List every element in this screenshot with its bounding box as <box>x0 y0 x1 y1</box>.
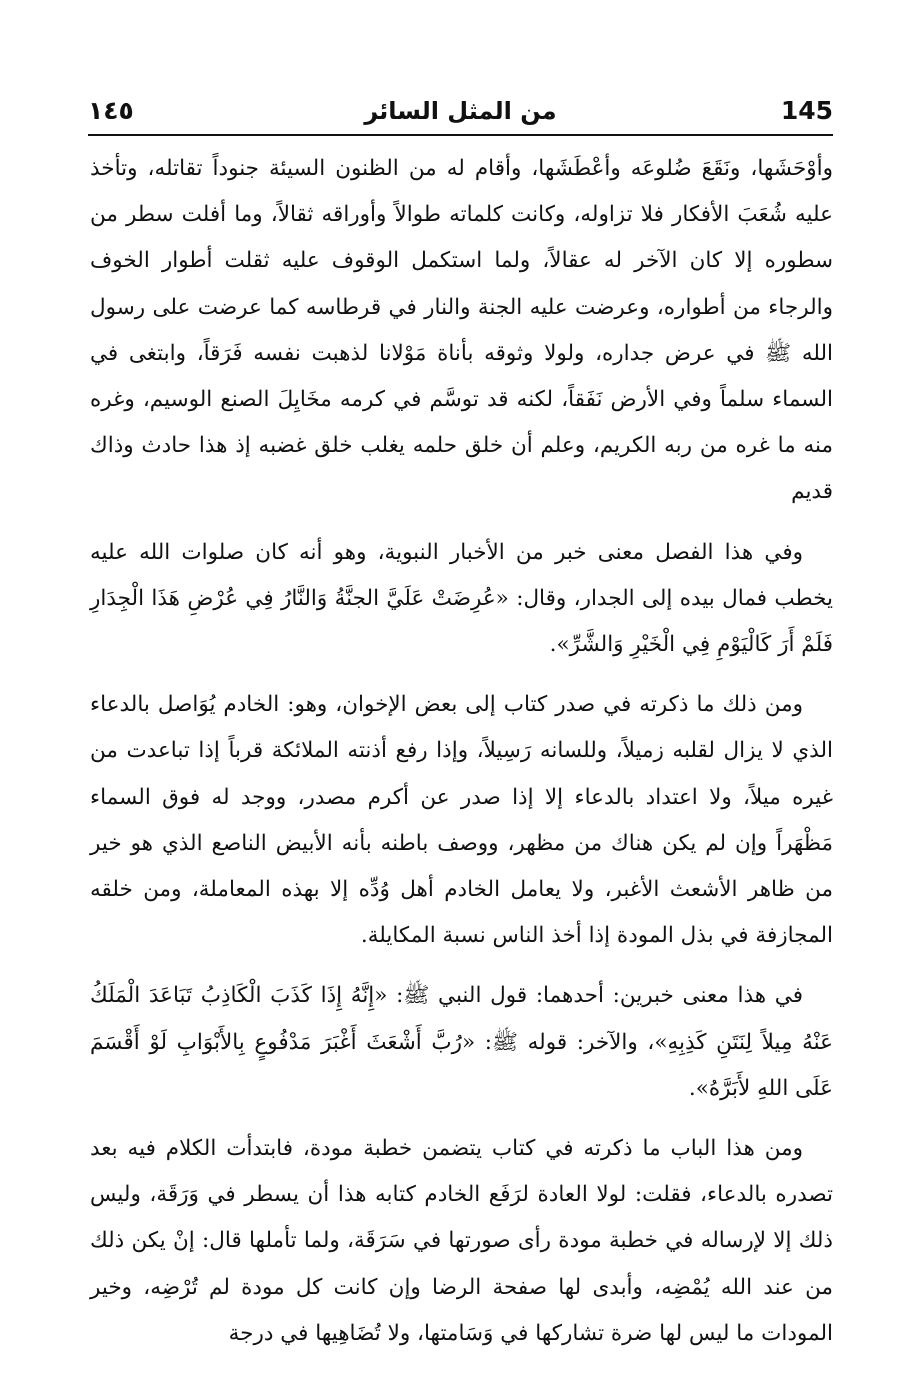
header-rule <box>88 134 833 136</box>
paragraph: وفي هذا الفصل معنى خبر من الأخبار النبوية، وهو أنه كان صلوات الله عليه يخطب فمال بيده إلى الجدار، وقال: «عُرِضَتْ عَلَيَّ الجنَّةُ وَالنَّارُ فِي عُرْضِ هَذَا الْجِدَارِ فَلَمْ أَرَ كَالْيَوْمِ فِي الْخَيْرِ وَالشَّرِّ». <box>90 539 833 658</box>
body-text <box>90 146 833 1371</box>
page-number-latin: 145 <box>780 96 833 125</box>
running-title: من المثل السائر <box>364 97 557 125</box>
page-number-arabic: ١٤٥ <box>88 96 134 125</box>
paragraph: وأوْحَشَها، ونَقَعَ ضُلوعَه وأعْطَشَها، وأقام له من الظنون السيئة جنوداً تقاتله، وتأخذ عليه شُعَبَ الأفكار فلا تزاوله، وكانت كلماته طوالاً وأوراقه ثقالاً، وما أفلت سطر من سطوره إلا كان الآخر له عقالاً، ولما استكمل الوقوف عليه ثقلت أطوار الخوف والرجاء من أطواره، وعرضت عليه الجنة والنار في قرطاسه كما عرضت على رسول الله ﷺ في عرض جداره، ولولا وثوقه بأناة مَوْلانا لذهبت نفسه فَرَقاً، وابتغى في السماء سلماً وفي الأرض نَفَقاً، لكنه قد توسَّم في كرمه مخَايِلَ الصنع الوسيم، وغره منه ما غره من ربه الكريم، وعلم أن خلق حلمه يغلب خلق غضبه إذ هذا حادث وذاك قديم <box>90 156 833 505</box>
paragraph: ومن هذا الباب ما ذكرته في كتاب يتضمن خطبة مودة، فابتدأت الكلام فيه بعد تصدره بالدعاء، فقلت: لولا العادة لرَفَع الخادم كتابه هذا أن يسطر في وَرَقَة، وليس ذلك إلا لإرساله في خطبة مودة رأى صورتها في سَرَقَة، ولما تأملها قال: إنْ يكن ذلك من عند الله يُمْضِه، وأبدى لها صفحة الرضا وإن كانت كل مودة لم تُرْضِه، وخير المودات ما ليس لها ضرة تشاركها في وَسَامتها، ولا تُضَاهِيها في درجة <box>90 1136 833 1346</box>
paragraph: في هذا معنى خبرين: أحدهما: قول النبي ﷺ: «إِنَّهُ إِذَا كَذَبَ الْكَاذِبُ تَبَاعَدَ الْمَلَكُ عَنْهُ مِيلاً لِنَتَنِ كَذِبِهِ»، والآخر: قوله ﷺ: «رُبَّ أَشْعَثَ أَغْبَرَ مَدْفُوعٍ بِالأَبْوَابِ لَوْ أَقْسَمَ عَلَى اللهِ لأَبَرَّهُ». <box>90 983 833 1101</box>
paragraph: ومن ذلك ما ذكرته في صدر كتاب إلى بعض الإخوان، وهو: الخادم يُوَاصل بالدعاء الذي لا يزال لقلبه زميلاً، وللسانه رَسِيلاً، وإذا رفع أذنته الملائكة قرباً إذا تباعدت من غيره ميلاً، ولا اعتداد بالدعاء إلا إذا صدر عن أكرم مصدر، ووجد له فوق السماء مَظْهَراً وإن لم يكن هناك من مظهر، ووصف باطنه بأنه الأبيض الناصع الذي هو خير من ظاهر الأشعث الأغبر، ولا يعامل الخادم أهل وُدِّه إلا بهذه المعاملة، ومن خلقه المجازفة في بذل المودة إذا أخذ الناس نسبة المكايلة. <box>90 692 833 949</box>
page-header <box>88 92 833 132</box>
